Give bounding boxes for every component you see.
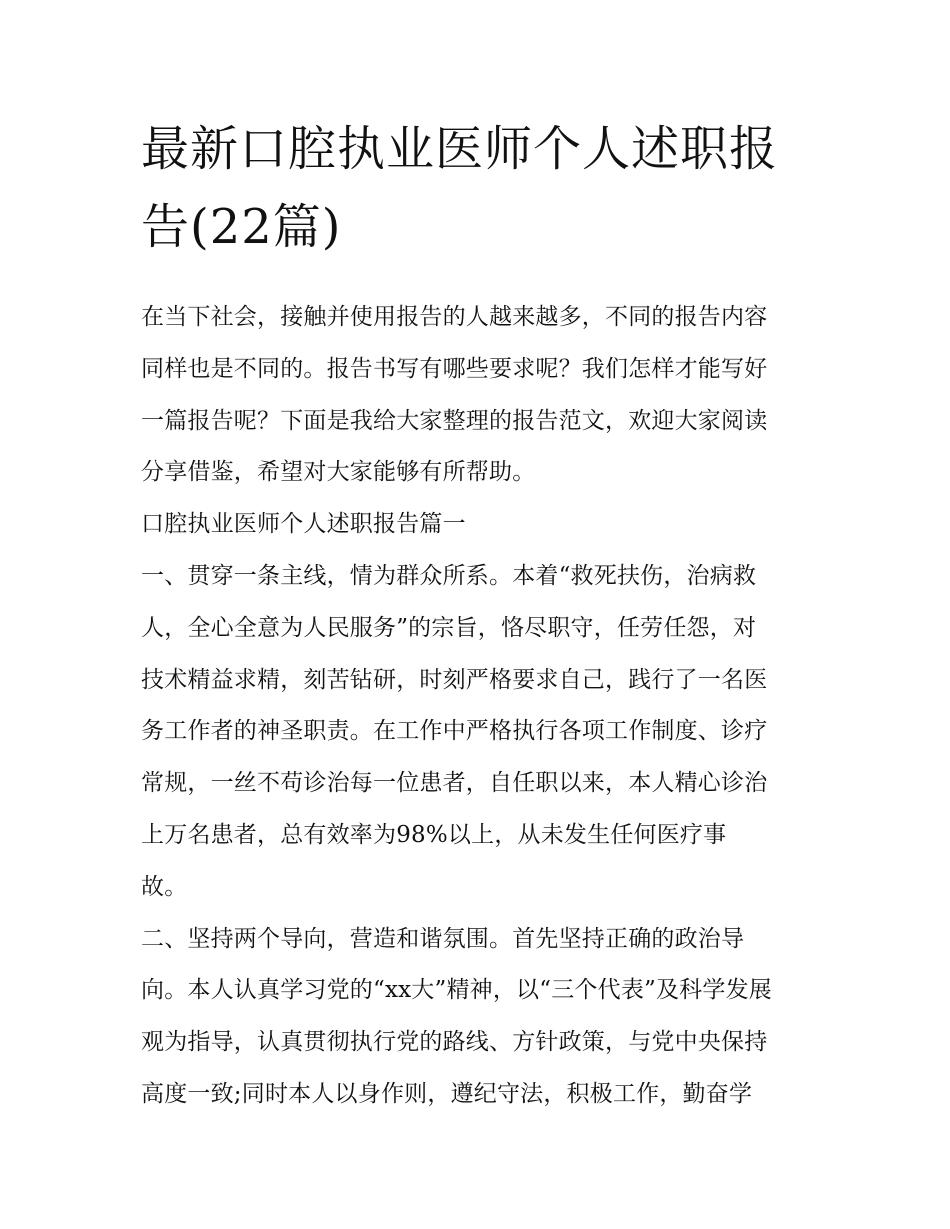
paragraph-line: 务工作者的神圣职责。在工作中严格执行各项工作制度、诊疗: [141, 718, 768, 745]
paragraph-line: 二、坚持两个导向，营造和谐氛围。首先坚持正确的政治导: [141, 925, 745, 952]
paragraph-line: 一篇报告呢？下面是我给大家整理的报告范文，欢迎大家阅读: [141, 407, 768, 434]
paragraph-line: 分享借鉴，希望对大家能够有所帮助。: [141, 459, 536, 486]
section-heading: [141, 499, 821, 551]
paragraph-line: 高度一致;同时本人以身作则，遵纪守法，积极工作，勤奋学: [141, 1080, 753, 1107]
paragraph-line: 技术精益求精，刻苦钻研，时刻严格要求自己，践行了一名医: [141, 666, 768, 693]
document-title: [141, 110, 821, 266]
paragraph-line: 故。: [141, 873, 188, 900]
section-heading-text: 口腔执业医师个人述职报告篇一: [141, 511, 466, 538]
document-page: [141, 110, 821, 1121]
point-two-paragraph: [141, 914, 821, 1121]
paragraph-line: 人，全心全意为人民服务”的宗旨，恪尽职守，任劳任怨，对: [141, 614, 757, 641]
intro-paragraph: [141, 292, 821, 499]
title-line: 告(22篇): [141, 199, 342, 255]
paragraph-line: 同样也是不同的。报告书写有哪些要求呢？我们怎样才能写好: [141, 355, 768, 382]
paragraph-line: 在当下社会，接触并使用报告的人越来越多，不同的报告内容: [141, 304, 768, 330]
paragraph-line: 常规，一丝不苟诊治每一位患者，自任职以来，本人精心诊治: [141, 770, 768, 797]
paragraph-line: 观为指导，认真贯彻执行党的路线、方针政策，与党中央保持: [141, 1029, 768, 1056]
paragraph-line: 上万名患者，总有效率为98%以上，从未发生任何医疗事: [141, 821, 727, 848]
paragraph-line: 向。本人认真学习党的“xx大”精神，以“三个代表”及科学发展: [141, 977, 772, 1004]
point-one-paragraph: [141, 551, 821, 914]
paragraph-line: 一、贯穿一条主线，情为群众所系。本着“救死扶伤，治病救: [141, 562, 757, 589]
title-line: 最新口腔执业医师个人述职报: [141, 121, 779, 177]
